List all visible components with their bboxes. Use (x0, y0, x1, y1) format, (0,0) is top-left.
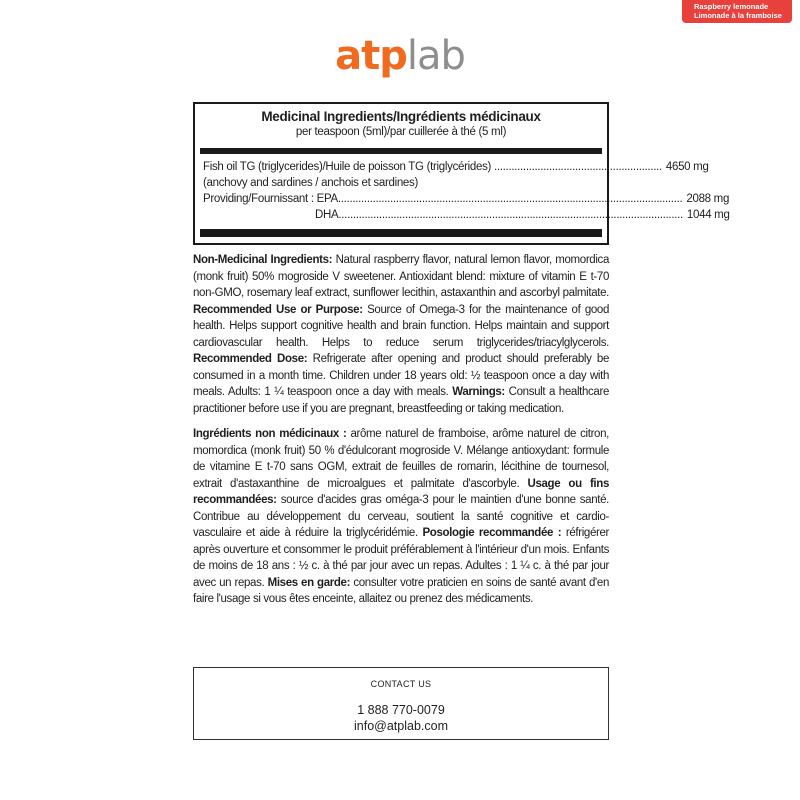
leader-dots: .......................................................... (491, 161, 662, 173)
facts-row-epa (203, 191, 730, 207)
leader-dots: ....................................................................................................................... (338, 209, 683, 221)
english-text-nonmedicinal: Natural raspberry flavor, natural lemon flavor, momordica (monk fruit) 50% mogroside V sweetener. Antioxidant blend: mixture of vitamin E t-70 non-GMO, rosemary leaf extract, sunflower lecithin, astaxanthin and ascorbyl palmitate. (193, 254, 609, 299)
english-text-warnings: Consult a healthcare practitioner before use if you are pregnant, breastfeeding or taking medication. (193, 386, 610, 415)
flavor-tag-english: Raspberry lemonade (694, 2, 769, 11)
facts-subtitle: per teaspoon (5ml)/par cuillerée à thé (5 ml) (295, 126, 507, 138)
facts-row-fish-oil (203, 159, 709, 175)
french-text-warnings: consulter votre praticien en soins de santé avant d'en faire l'usage si vous êtes enceinte, allaitez ou prenez des médicaments. (193, 576, 609, 605)
english-paragraph (193, 252, 609, 417)
source-label: (anchovy and sardines / anchois et sardines) (203, 177, 419, 189)
logo-atp: atp (335, 33, 407, 79)
french-heading-use: Usage ou fins recommandées: (193, 477, 610, 506)
epa-value: 2088 mg (686, 193, 730, 205)
english-text-use: Source of Omega-3 for the maintenance of good health. Helps support cognitive health and brain function. Helps maintain and support cardiovascular health. Helps to reduce serum triglycerides/triacylglycerols. (193, 303, 609, 349)
facts-divider-bottom (200, 229, 602, 237)
contact-email[interactable]: info@atplab.com (354, 719, 448, 733)
dha-value: 1044 mg (686, 209, 730, 221)
dha-label: DHA (315, 209, 339, 221)
french-text-nonmedicinal: arôme naturel de framboise, arôme naturel de citron, momordica (monk fruit) 50 % d'édulcorant mogroside V. Mélange antioxydant: formule de vitamine E t-70 sans OGM, extrait de feuilles de romarin, lécithine de tournesol, extrait d'astaxanthine de microalgues et palmitate d'ascorbyle. (193, 428, 609, 490)
atplab-logo (0, 34, 800, 78)
facts-divider-top (200, 148, 602, 154)
french-heading-warnings: Mises en garde: (267, 576, 351, 589)
fish-oil-value: 4650 mg (665, 161, 709, 173)
english-text-dose: Refrigerate after opening and product should preferably be consumed in a month time. Children under 18 years old: ½ teaspoon once a day with meals. Adults: 1 ¼ teaspoon once a day with meals. (193, 353, 609, 398)
fish-oil-label: Fish oil TG (triglycerides)/Huile de poisson TG (triglycérides) (203, 161, 492, 173)
english-heading-dose: Recommended Dose: (193, 353, 308, 365)
flavor-tag (682, 0, 792, 23)
french-text-use: source d'acides gras oméga-3 pour le maintien d'une bonne santé. Contribue au développement du cerveau, soutient la santé cognitive et cardio-vasculaire et aide à réduire la triglycéridémie. (193, 494, 609, 539)
contact-phone[interactable]: 1 888 770-0079 (357, 703, 445, 717)
english-heading-nonmedicinal: Non-Medicinal Ingredients: (193, 254, 333, 266)
facts-row-source (203, 175, 599, 191)
french-paragraph (193, 426, 609, 608)
flavor-tag-french: Limonade à la framboise (694, 11, 782, 20)
medicinal-ingredients-panel (193, 102, 730, 245)
leader-dots: ....................................................................................................................... (337, 193, 683, 205)
facts-row-dha (203, 207, 730, 223)
facts-header (195, 104, 607, 139)
epa-label: Providing/Fournissant : EPA (203, 193, 338, 205)
contact-label: CONTACT US (370, 679, 432, 689)
english-heading-use: Recommended Use or Purpose: (193, 303, 363, 316)
contact-box (193, 667, 609, 740)
facts-rows (203, 159, 730, 223)
label-body-text (193, 252, 609, 617)
french-text-dose: réfrigérer après ouverture et consommer le produit préférablement à l'intérieur d'un mois. Enfants de moins de 18 ans : ½ c. à thé par jour avec un repas. Adultes : 1 ¼ c. à thé par jour avec un repas. (193, 527, 609, 589)
logo-lab: lab (406, 33, 465, 79)
french-heading-nonmedicinal: Ingrédients non médicinaux : (193, 428, 347, 440)
french-heading-dose: Posologie recommandée : (422, 527, 562, 539)
facts-title: Medicinal Ingredients/Ingrédients médicinaux (261, 109, 541, 124)
english-heading-warnings: Warnings: (452, 386, 505, 398)
